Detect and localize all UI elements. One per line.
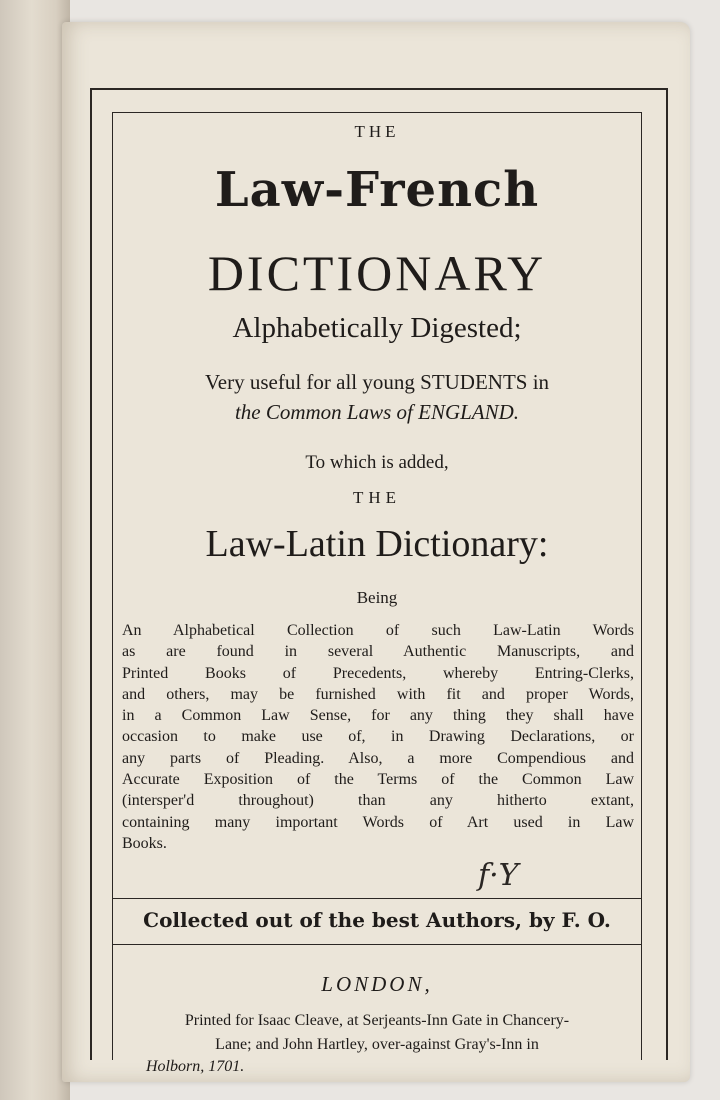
imprint-line-1: Printed for Isaac Cleave, at Serjeants-Inn Gate in Chancery- [184, 1012, 570, 1029]
subtitle-alphabetically-digested: Alphabetically Digested; [232, 312, 522, 344]
description-line: (intersper'd throughout) than any hitherto extant, [122, 792, 634, 810]
description-line: in a Common Law Sense, for any thing they shall have [122, 707, 634, 725]
description-line: containing many important Words of Art used in Law [122, 813, 634, 831]
description-line: Books. [122, 834, 167, 852]
imprint-line-2: Lane; and John Hartley, over-against Gray's-Inn in [215, 1036, 539, 1053]
second-the: THE [352, 488, 402, 507]
description-line: Accurate Exposition of the Terms of the Common Law [122, 771, 634, 789]
description-line: occasion to make use of, in Drawing Declarations, or [122, 728, 634, 746]
description-line: An Alphabetical Collection of such Law-Latin Words [122, 622, 634, 639]
rule-below-collected [112, 944, 642, 945]
rule-above-collected [112, 898, 642, 899]
description-line: as are found in several Authentic Manuscripts, and [122, 643, 634, 661]
description-line: and others, may be furnished with fit and proper Words, [122, 685, 634, 703]
description-line: Printed Books of Precedents, whereby Entring-Clerks, [122, 664, 634, 682]
being-label: Being [356, 588, 398, 607]
imprint-line-3: Holborn, 1701. [146, 1058, 245, 1075]
book-binding-edge [0, 0, 70, 1100]
description-line: any parts of Pleading. Also, a more Compendious and [122, 749, 634, 767]
title-law-french: Law-French [214, 162, 540, 218]
title-dictionary: DICTIONARY [207, 245, 547, 301]
useful-line-1: Very useful for all young STUDENTS in [204, 370, 550, 394]
title-the: THE [354, 122, 400, 141]
to-which-is-added: To which is added, [305, 452, 449, 473]
description-block [122, 620, 634, 854]
handwritten-signature: f·Y [478, 858, 519, 893]
title-law-latin-dictionary: Law-Latin Dictionary: [205, 523, 549, 565]
place-london: LONDON, [321, 972, 433, 996]
useful-line-2: the Common Laws of ENGLAND. [234, 400, 520, 424]
collected-by-line: Collected out of the best Authors, by F. O. [143, 908, 611, 932]
